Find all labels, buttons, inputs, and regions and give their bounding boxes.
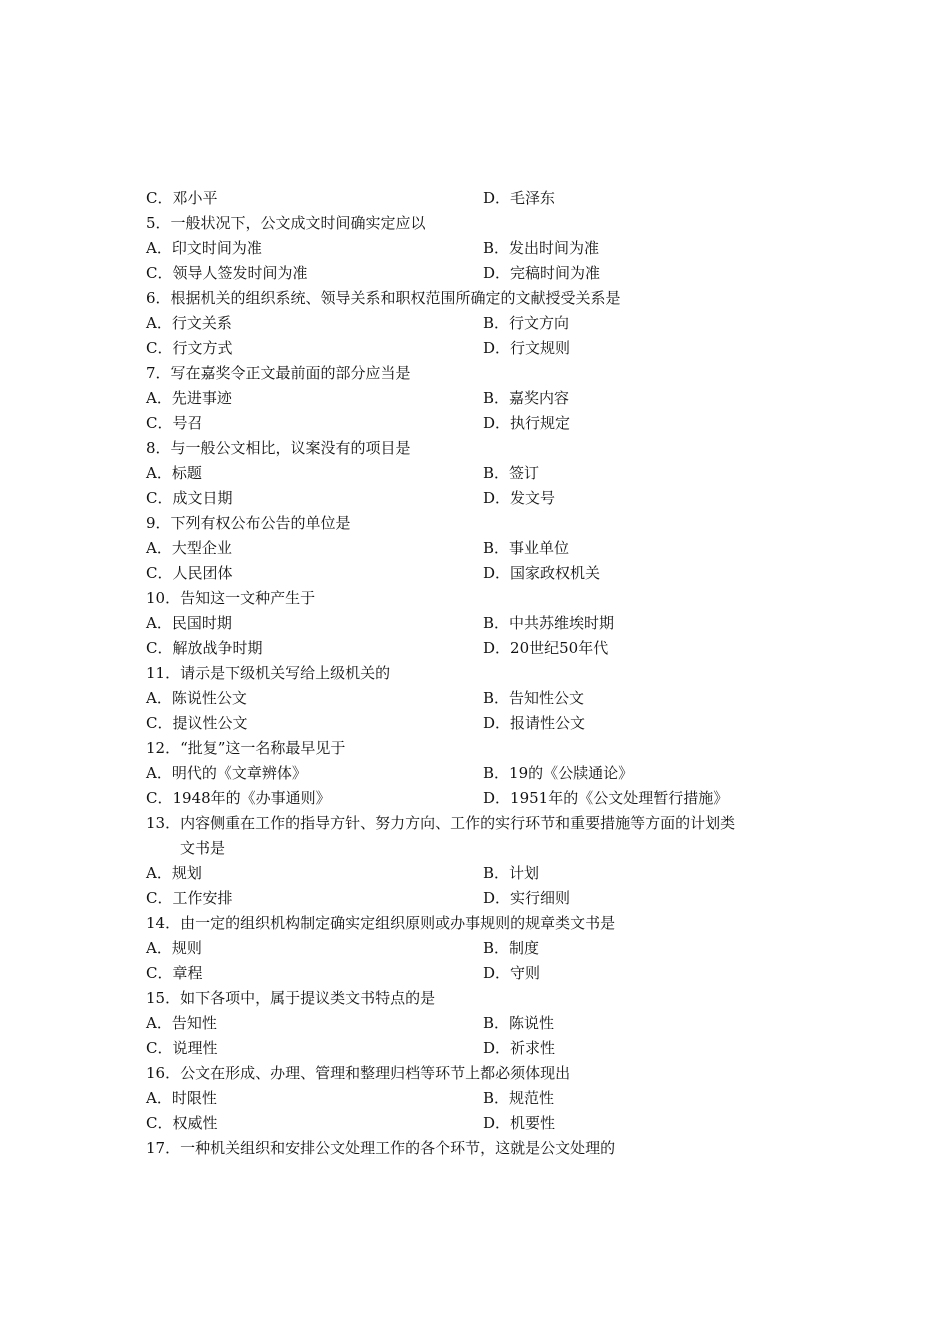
option-right: D．完稿时间为准 (483, 264, 601, 282)
question-stem: 8．与一般公文相比，议案没有的项目是 (146, 439, 411, 457)
option-row (146, 1111, 846, 1136)
option-right: D．国家政权机关 (483, 564, 601, 582)
question-list (146, 186, 846, 1161)
question-stem: 10．告知这一文种产生于 (146, 589, 316, 607)
question-stem: 16．公文在形成、办理、管理和整理归档等环节上都必须体现出 (146, 1064, 571, 1082)
question-stem: 11．请示是下级机关写给上级机关的 (146, 664, 391, 682)
option-left: C．工作安排 (146, 889, 233, 907)
option-right: B．嘉奖内容 (483, 389, 570, 407)
option-left: A．印文时间为准 (146, 239, 262, 257)
option-row (146, 686, 846, 711)
option-left: A．大型企业 (146, 539, 232, 557)
option-right: D．执行规定 (483, 414, 571, 432)
option-left: C．提议性公文 (146, 714, 248, 732)
option-right: D．报请性公文 (483, 714, 586, 732)
option-left: C．人民团体 (146, 564, 233, 582)
question-stem: 9．下列有权公布公告的单位是 (146, 514, 351, 532)
option-right: D．行文规则 (483, 339, 571, 357)
option-right: B．发出时间为准 (483, 239, 600, 257)
option-right: B．行文方向 (483, 314, 570, 332)
option-left: C．说理性 (146, 1039, 218, 1057)
option-row (146, 961, 846, 986)
option-row (146, 861, 846, 886)
option-left: A．先进事迹 (146, 389, 232, 407)
option-row (146, 786, 846, 811)
option-row (146, 486, 846, 511)
question-stem: 17．一种机关组织和安排公文处理工作的各个环节，这就是公文处理的 (146, 1139, 616, 1157)
option-left: C．权威性 (146, 1114, 218, 1132)
option-right: B．告知性公文 (483, 689, 585, 707)
option-left: A．民国时期 (146, 614, 232, 632)
question-stem: 6．根据机关的组织系统、领导关系和职权范围所确定的文献授受关系是 (146, 289, 621, 307)
option-right: D．发文号 (483, 489, 556, 507)
option-row (146, 611, 846, 636)
option-right: D．实行细则 (483, 889, 571, 907)
option-right: D．1951年的《公文处理暂行措施》 (483, 789, 729, 807)
option-right: D．毛泽东 (483, 189, 556, 207)
option-left: C．1948年的《办事通则》 (146, 789, 331, 807)
option-left: A．规划 (146, 864, 202, 882)
option-left: C．邓小平 (146, 189, 218, 207)
option-right: D．机要性 (483, 1114, 556, 1132)
option-right: B．制度 (483, 939, 540, 957)
option-row (146, 761, 846, 786)
option-row (146, 636, 846, 661)
option-row (146, 261, 846, 286)
option-row (146, 1086, 846, 1111)
option-left: A．明代的《文章辨体》 (146, 764, 307, 782)
question-text: 13．内容侧重在工作的指导方针、努力方向、工作的实行环节和重要措施等方面的计划类 (146, 814, 736, 832)
option-row (146, 311, 846, 336)
option-row (146, 186, 846, 211)
option-right: D．守则 (483, 964, 541, 982)
question-stem: 15．如下各项中，属于提议类文书特点的是 (146, 989, 436, 1007)
question-stem (146, 811, 846, 861)
question-stem: 5．一般状况下，公文成文时间确实定应以 (146, 214, 426, 232)
option-row (146, 461, 846, 486)
option-right: B．规范性 (483, 1089, 555, 1107)
option-right: B．中共苏维埃时期 (483, 614, 615, 632)
option-left: C．章程 (146, 964, 203, 982)
option-left: C．行文方式 (146, 339, 233, 357)
option-right: D．祈求性 (483, 1039, 556, 1057)
option-left: A．规则 (146, 939, 202, 957)
option-left: A．告知性 (146, 1014, 217, 1032)
option-left: C．解放战争时期 (146, 639, 263, 657)
option-right: B．陈说性 (483, 1014, 555, 1032)
option-right: D．20世纪50年代 (483, 639, 609, 657)
option-row (146, 536, 846, 561)
option-right: B．签订 (483, 464, 540, 482)
option-right: B．计划 (483, 864, 540, 882)
option-row (146, 336, 846, 361)
question-stem: 12．“批复”这一名称最早见于 (146, 739, 346, 757)
option-row (146, 711, 846, 736)
option-row (146, 561, 846, 586)
option-left: C．领导人签发时间为准 (146, 264, 308, 282)
option-row (146, 1036, 846, 1061)
option-right: B．事业单位 (483, 539, 570, 557)
option-row (146, 411, 846, 436)
option-left: A．行文关系 (146, 314, 232, 332)
option-row (146, 386, 846, 411)
option-row (146, 936, 846, 961)
question-stem: 7．写在嘉奖令正文最前面的部分应当是 (146, 364, 411, 382)
option-right: B．19的《公牍通论》 (483, 764, 634, 782)
option-row (146, 886, 846, 911)
option-left: A．时限性 (146, 1089, 217, 1107)
option-left: C．号召 (146, 414, 203, 432)
option-left: C．成文日期 (146, 489, 233, 507)
option-left: A．标题 (146, 464, 202, 482)
option-row (146, 236, 846, 261)
option-left: A．陈说性公文 (146, 689, 247, 707)
question-stem: 14．由一定的组织机构制定确实定组织原则或办事规则的规章类文书是 (146, 914, 616, 932)
option-row (146, 1011, 846, 1036)
question-text-continuation: 文书是 (180, 839, 226, 857)
